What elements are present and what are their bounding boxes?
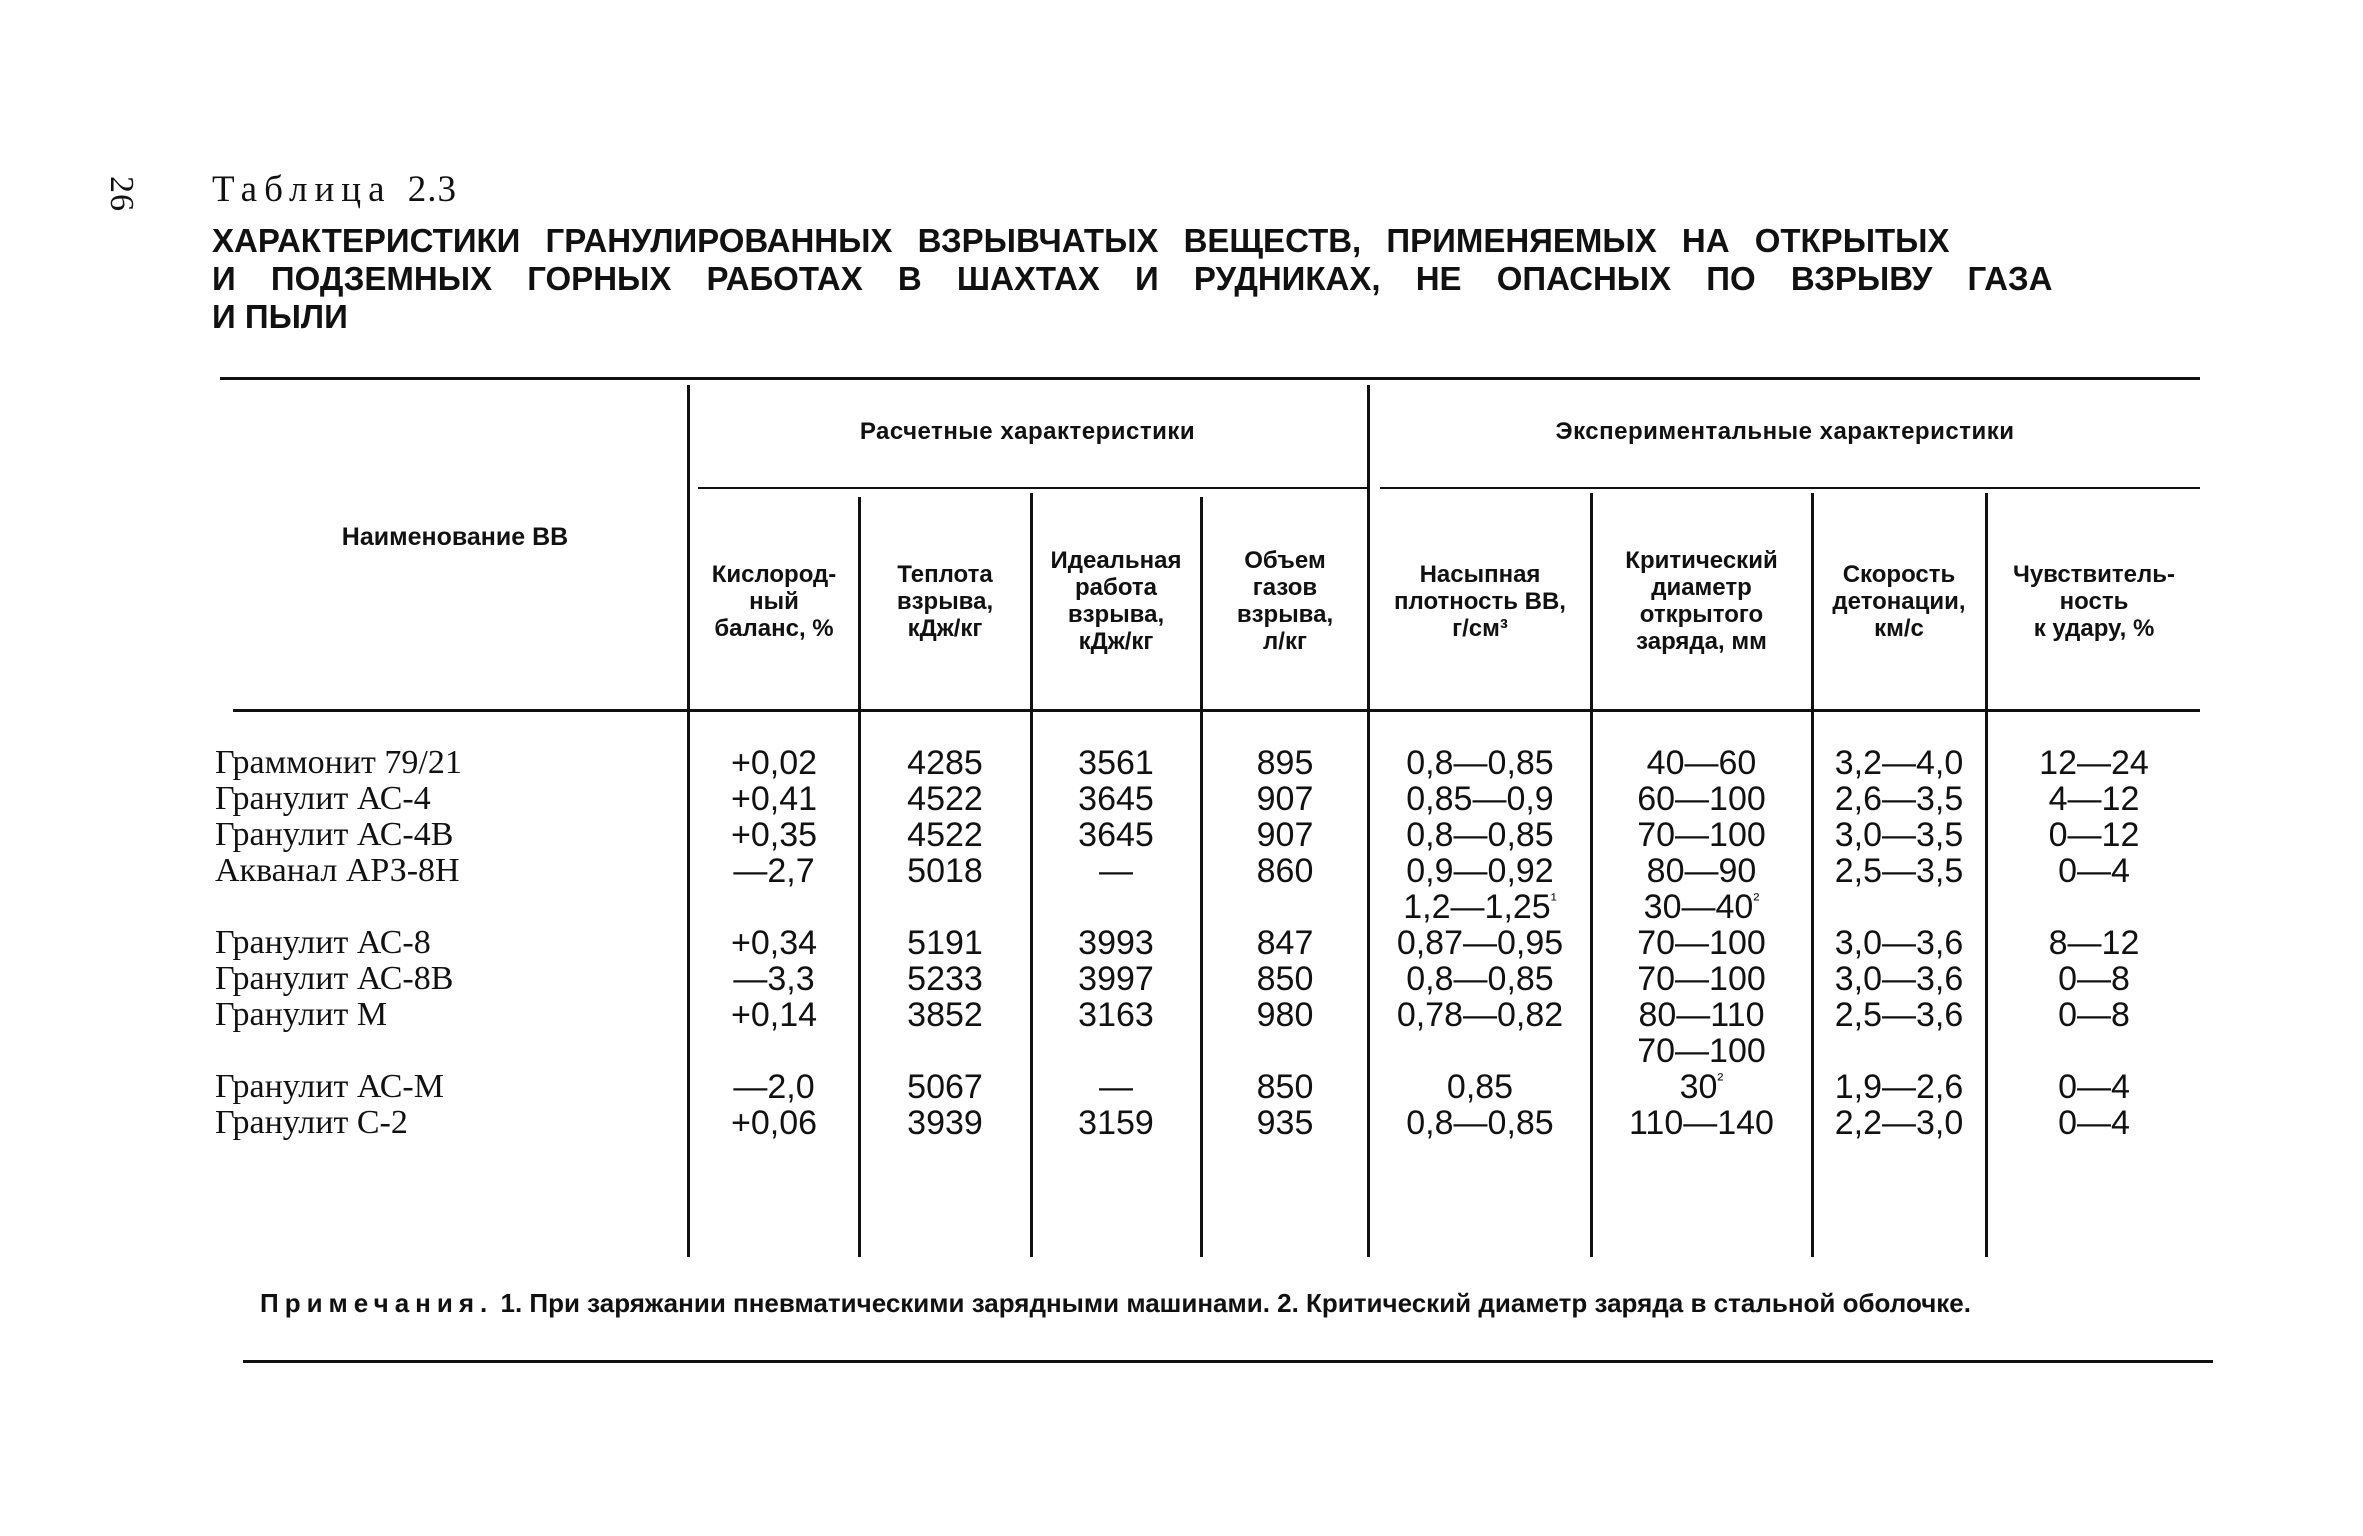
table-cell: 3997 xyxy=(1078,960,1154,998)
table-cell: $1,2—1,25^{^1}$ xyxy=(1403,888,1557,926)
col-header-gas-volume: Объем газов взрыва, л/кг xyxy=(1236,547,1334,655)
col-header-critical-diameter: Критический диаметр открытого заряда, мм xyxy=(1625,547,1778,655)
table-cell: 907 xyxy=(1256,780,1314,818)
table-cell: —2,7 xyxy=(733,852,815,890)
table-cell: 0,8—0,85 xyxy=(1406,1104,1554,1142)
column-oxygen-balance xyxy=(691,745,857,1141)
table-cell: 2,2—3,0 xyxy=(1834,1104,1964,1142)
table-cell: 4285 xyxy=(907,744,983,782)
table-cell: 80—110 xyxy=(1638,996,1765,1034)
col-header-detonation-speed: Скорость детонации, км/с xyxy=(1832,560,1966,642)
table-cell: 5018 xyxy=(907,852,983,890)
table-cell: 850 xyxy=(1256,1068,1314,1106)
title-line: И ПОДЗЕМНЫХ ГОРНЫХ РАБОТАХ В ШАХТАХ И РУДНИКАХ, НЕ ОПАСНЫХ ПО ВЗРЫВУ ГАЗА xyxy=(212,260,2053,297)
column-heat xyxy=(861,745,1029,1141)
col-header-ideal-work: Идеальная работа взрыва, кДж/кг xyxy=(1050,547,1182,655)
table-cell: 3159 xyxy=(1078,1104,1154,1142)
table-cell: 3,0—3,6 xyxy=(1834,924,1964,962)
table-cell xyxy=(1988,889,2200,925)
table-cell: 5067 xyxy=(907,1068,983,1106)
table-cell: +0,35 xyxy=(730,816,818,854)
table-title xyxy=(212,222,2112,336)
table-cell: 5233 xyxy=(907,960,983,998)
table-cell: +0,02 xyxy=(730,744,818,782)
table-cell: 2,5—3,6 xyxy=(1834,996,1964,1034)
table-cell xyxy=(1033,889,1199,925)
table-cell: 0,85—0,9 xyxy=(1406,780,1554,818)
table-cell: 935 xyxy=(1256,1104,1314,1142)
row-name: Гранулит АС-4 xyxy=(215,780,431,817)
row-name: Гранулит АС-М xyxy=(215,1068,444,1105)
table-cell: 4522 xyxy=(907,816,983,854)
table-cell xyxy=(1371,1033,1589,1069)
table-cell: 5191 xyxy=(907,924,983,962)
table-cell xyxy=(691,1033,857,1069)
table-cell: 0—12 xyxy=(2048,816,2140,854)
table-cell: 0,8—0,85 xyxy=(1406,744,1554,782)
group-rule-left xyxy=(698,487,1370,489)
table-cell: 3645 xyxy=(1078,780,1154,818)
row-name xyxy=(215,889,655,925)
table-cell: 80—90 xyxy=(1646,852,1757,890)
table-cell: 0,78—0,82 xyxy=(1396,996,1564,1034)
table-cell: 4522 xyxy=(907,780,983,818)
row-name: Гранулит С-2 xyxy=(215,1104,408,1141)
group-header-calculated: Расчетные характеристики xyxy=(859,418,1196,445)
table-cell: 2,6—3,5 xyxy=(1834,780,1964,818)
column-ideal-work xyxy=(1033,745,1199,1141)
table-cell: $30—40^{^2}$ xyxy=(1643,888,1760,926)
table-cell xyxy=(861,889,1029,925)
table-cell xyxy=(1203,1033,1367,1069)
table-cell: — xyxy=(1099,1068,1133,1106)
row-name: Гранулит М xyxy=(215,996,388,1033)
table-cell: 70—100 xyxy=(1637,1032,1766,1070)
table-cell: 0—4 xyxy=(2058,1068,2130,1106)
bottom-rule xyxy=(243,1360,2213,1363)
title-line: И ПЫЛИ xyxy=(212,298,348,335)
footnote-marker: ² xyxy=(1717,1069,1724,1090)
table-cell: 3163 xyxy=(1078,996,1154,1034)
table-cell: — xyxy=(1099,852,1133,890)
table-cell: 3,2—4,0 xyxy=(1834,744,1964,782)
table-cell xyxy=(1033,1033,1199,1069)
row-name: Гранулит АС-8 xyxy=(215,924,431,961)
table-notes xyxy=(260,1288,2220,1319)
table-cell: 0—4 xyxy=(2058,852,2130,890)
table-label-word: Таблица xyxy=(212,169,392,210)
table-cell: 3852 xyxy=(907,996,983,1034)
footnote-marker: ² xyxy=(1753,889,1760,910)
row-name: Гранулит АС-8В xyxy=(215,960,454,997)
table-cell: 3,0—3,6 xyxy=(1834,960,1964,998)
notes-text: 1. При заряжании пневматическими зарядными машинами. 2. Критический диаметр заряда в стальной оболочке. xyxy=(500,1288,1971,1318)
footnote-marker: ¹ xyxy=(1550,889,1557,910)
table-cell xyxy=(1203,889,1367,925)
table-cell xyxy=(691,889,857,925)
table-cell: 0,85 xyxy=(1446,1068,1514,1106)
column-sensitivity xyxy=(1988,745,2200,1141)
col-header-heat: Теплота взрыва, кДж/кг xyxy=(896,560,994,642)
table-cell: —2,0 xyxy=(733,1068,815,1106)
group-rule-right xyxy=(1380,487,2200,489)
table-cell: 907 xyxy=(1256,816,1314,854)
table-cell: 4—12 xyxy=(2048,780,2140,818)
table-cell: 0,8—0,85 xyxy=(1406,960,1554,998)
col-header-density: Насыпная плотность ВВ, г/см³ xyxy=(1394,560,1566,642)
table-cell: 70—100 xyxy=(1637,924,1766,962)
table-cell xyxy=(1814,1033,1984,1069)
top-rule xyxy=(220,377,2200,380)
table-cell: 0—4 xyxy=(2058,1104,2130,1142)
row-name: Акванал АРЗ-8Н xyxy=(215,852,460,889)
column-divider xyxy=(1367,385,1370,1257)
table-cell: 70—100 xyxy=(1637,816,1766,854)
table-cell: 3939 xyxy=(907,1104,983,1142)
table-cell: 0,8—0,85 xyxy=(1406,816,1554,854)
table-cell: 895 xyxy=(1256,744,1314,782)
header-bottom-rule xyxy=(233,709,2200,712)
row-name: Гранулит АС-4В xyxy=(215,816,454,853)
table-cell: 3993 xyxy=(1078,924,1154,962)
title-line: ХАРАКТЕРИСТИКИ ГРАНУЛИРОВАННЫХ ВЗРЫВЧАТЫХ ВЕЩЕСТВ, ПРИМЕНЯЕМЫХ НА ОТКРЫТЫХ xyxy=(212,222,1950,259)
table-cell: 2,5—3,5 xyxy=(1834,852,1964,890)
notes-label: Примечания. xyxy=(260,1288,494,1318)
table-cell: 110—140 xyxy=(1629,1104,1774,1142)
table-cell xyxy=(1988,1033,2200,1069)
row-name: Граммонит 79/21 xyxy=(215,744,462,781)
table-cell: 0—8 xyxy=(2058,996,2130,1034)
column-divider xyxy=(687,385,690,1257)
table-cell: 12—24 xyxy=(2039,744,2149,782)
table-label-number: 2.3 xyxy=(407,169,457,210)
table-cell: +0,41 xyxy=(730,780,818,818)
column-density xyxy=(1371,745,1589,1141)
table-cell: 3645 xyxy=(1078,816,1154,854)
table-cell: 860 xyxy=(1256,852,1314,890)
table-cell: —3,3 xyxy=(733,960,815,998)
table-cell: 8—12 xyxy=(2048,924,2140,962)
table-label xyxy=(212,168,457,211)
table-cell: 850 xyxy=(1256,960,1314,998)
col-header-sensitivity: Чувствитель- ность к удару, % xyxy=(2012,560,2176,642)
table-cell: 3,0—3,5 xyxy=(1834,816,1964,854)
col-header-oxygen-balance: Кислород- ный баланс, % xyxy=(711,560,837,642)
table-cell xyxy=(861,1033,1029,1069)
table-cell: 60—100 xyxy=(1637,780,1766,818)
table-cell: 980 xyxy=(1256,996,1314,1034)
page-number: 26 xyxy=(103,176,140,212)
group-header-experimental: Экспериментальные характеристики xyxy=(1555,418,2015,445)
stub-header: Наименование ВВ xyxy=(341,523,569,551)
table-cell: $30^{^2}$ xyxy=(1679,1068,1724,1106)
data-table xyxy=(215,375,2200,1255)
table-cell: 0—8 xyxy=(2058,960,2130,998)
row-name xyxy=(215,1033,655,1069)
table-cell: 40—60 xyxy=(1646,744,1757,782)
column-gas-volume xyxy=(1203,745,1367,1141)
table-cell: +0,34 xyxy=(730,924,818,962)
column-critical-diameter xyxy=(1593,745,1810,1141)
table-cell: +0,06 xyxy=(730,1104,818,1142)
table-cell: 3561 xyxy=(1078,744,1154,782)
table-cell: 847 xyxy=(1256,924,1314,962)
column-names xyxy=(215,745,655,1141)
table-cell: 70—100 xyxy=(1637,960,1766,998)
table-cell: 1,9—2,6 xyxy=(1834,1068,1964,1106)
table-cell: +0,14 xyxy=(730,996,818,1034)
column-detonation-speed xyxy=(1814,745,1984,1141)
table-cell: 0,9—0,92 xyxy=(1406,852,1554,890)
table-cell xyxy=(1814,889,1984,925)
table-cell: 0,87—0,95 xyxy=(1396,924,1564,962)
